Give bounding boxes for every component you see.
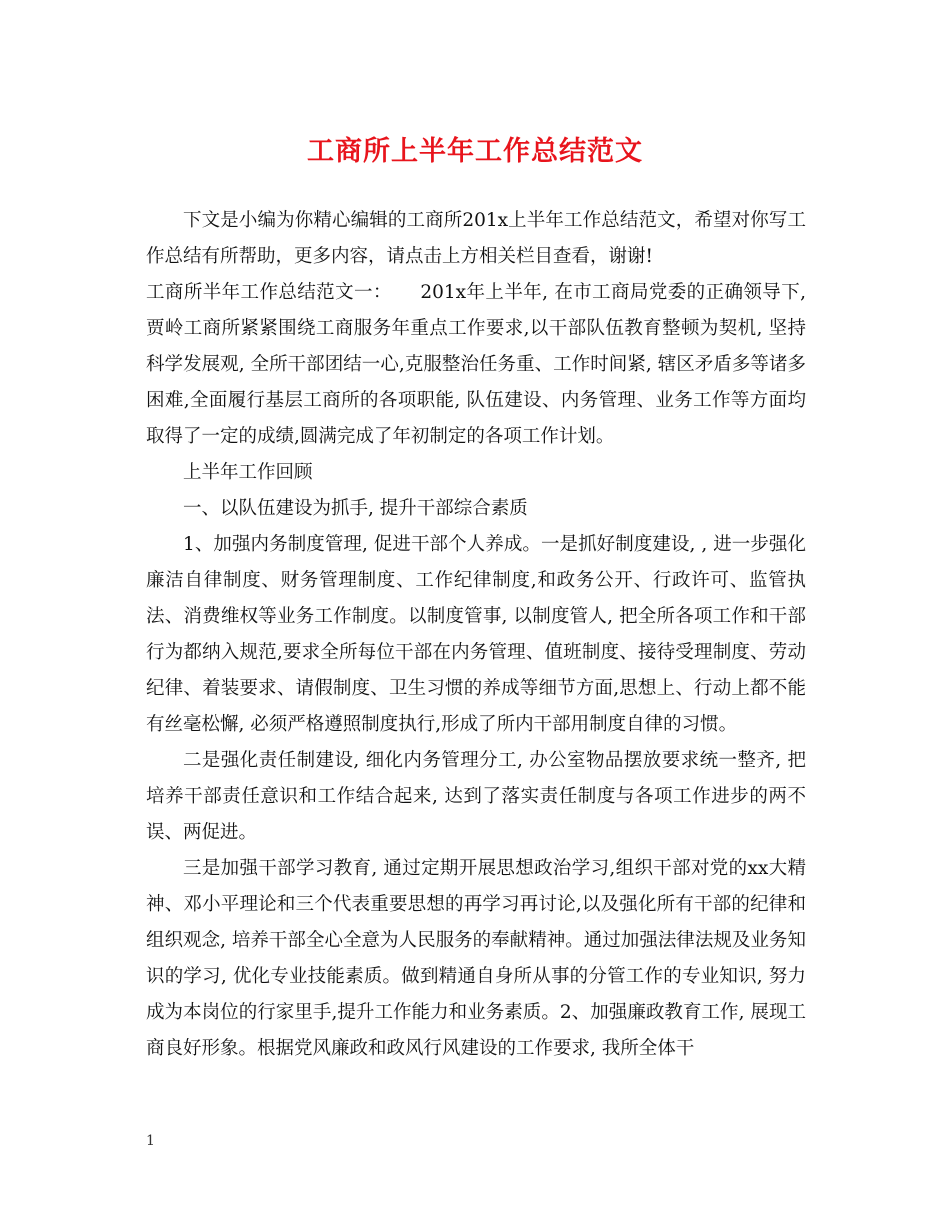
paragraph-internal-management: 1、加强内务制度管理, 促进干部个人养成。一是抓好制度建设, , 进一步强化廉洁自律制度、财务管理制度、工作纪律制度,和政务公开、行政许可、监管执法、消费维权等业务工作制度。以制度管事, 以制度管人, 把全所各项工作和干部行为都纳入规范,要求全所每位干部在内务管理、值班制度、接待受理制度、劳动纪律、着装要求、请假制度、卫生习惯的养成等细节方面,思想上、行动上都不能有丝毫松懈, 必须严格遵照制度执行,形成了所内干部用制度自律的习惯。: [146, 534, 806, 735]
page-number: 1: [146, 1133, 155, 1149]
section-heading: 上半年工作回顾: [183, 462, 313, 483]
document-title: 工商所上半年工作总结范文: [307, 136, 643, 167]
paragraph-summary: 工商所半年工作总结范文一： 201x年上半年, 在市工商局党委的正确领导下, 贾岭工商所紧紧围绕工商服务年重点工作要求,以干部队伍教育整顿为契机, 坚持科学发展观, 全所干部团结一心,克服整治任务重、工作时间紧, 辖区矛盾多等诸多困难,全面履行基层工商所的各项职能, 队伍建设、内务管理、业务工作等方面均取得了一定的成绩,圆满完成了年初制定的各项工作计划。: [146, 282, 806, 447]
document-body: [146, 203, 806, 1067]
paragraph-study-education: 三是加强干部学习教育, 通过定期开展思想政治学习,组织干部对党的xx大精神、邓小平理论和三个代表重要思想的再学习再讨论,以及强化所有干部的纪律和组织观念, 培养干部全心全意为人民服务的奉献精神。通过加强法律法规及业务知识的学习, 优化专业技能素质。做到精通自身所从事的分管工作的专业知识, 努力成为本岗位的行家里手,提升工作能力和业务素质。2、加强廉政教育工作, 展现工商良好形象。根据党风廉政和政风行风建设的工作要求, 我所全体干: [146, 858, 806, 1059]
paragraph-responsibility: 二是强化责任制建设, 细化内务管理分工, 办公室物品摆放要求统一整齐, 把培养干部责任意识和工作结合起来, 达到了落实责任制度与各项工作进步的两不误、两促进。: [146, 750, 806, 843]
paragraph-intro: 下文是小编为你精心编辑的工商所201x上半年工作总结范文，希望对你写工作总结有所帮助，更多内容，请点击上方相关栏目查看，谢谢!: [146, 210, 806, 267]
subsection-heading: 一、以队伍建设为抓手, 提升干部综合素质: [183, 498, 528, 519]
